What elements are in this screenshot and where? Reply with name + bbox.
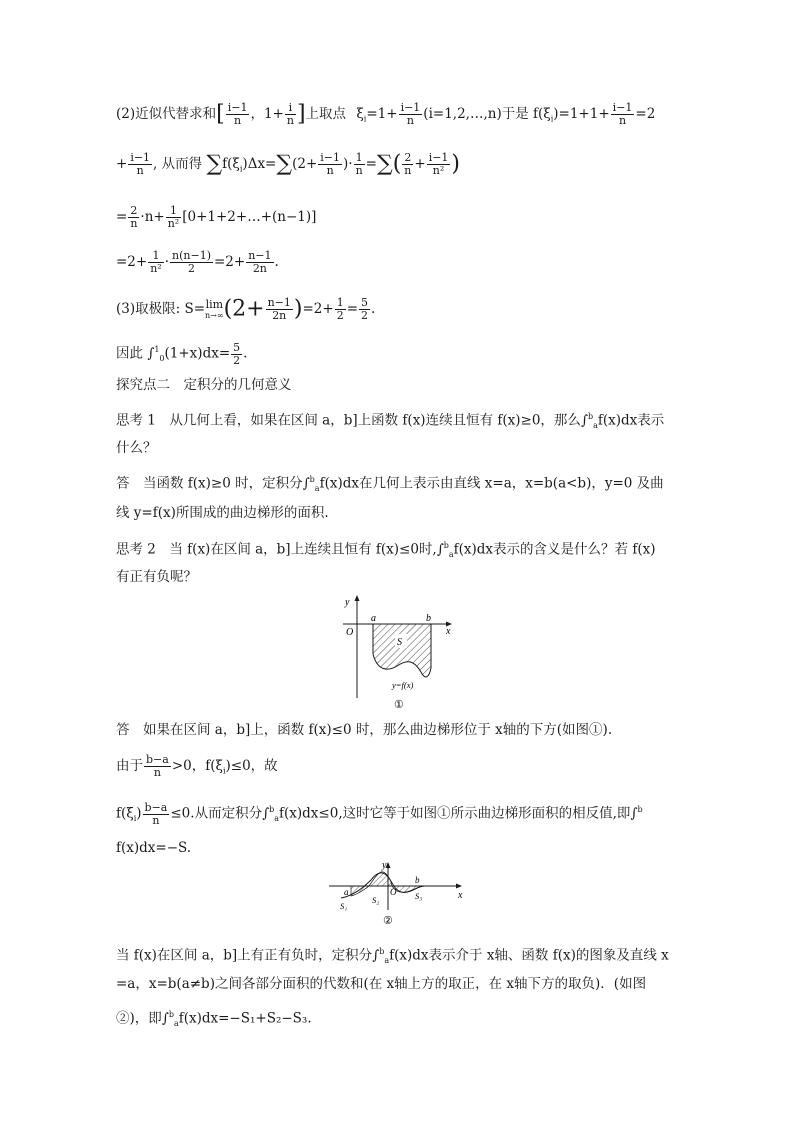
x-axis-arrow (456, 884, 462, 889)
answer3-line3: ②)，即∫$^b_a$f(x)dx=−S₁+S₂−S₃. (116, 1010, 312, 1029)
fraction: $\frac{2}{n}$ (404, 151, 412, 177)
step2-line3: = $\frac{2}{n}$ ·n+ $\frac{1}{\text{n²}}$ [0+1+2+…+(n−1)] (116, 204, 317, 230)
figure-caption: ② (383, 915, 393, 927)
step2-line1: (2)近似代替求和[ $\frac{i-1}{n}$ ，1+ $\frac{i}{n}$ ]上取点 $\xi_i=1+$ $\frac{i-1}{n}$ (i=1,2,…,n)于是 $f(\xi_i)=1+1+$ $\frac{i-1}{n}$ =2 (116, 101, 656, 127)
fraction: $\frac{i-1}{n}$ (227, 101, 248, 127)
fraction: $\frac{1}{2}$ (336, 296, 344, 322)
answer3-line1: 当 f(x)在区间 a，b]上有正有负时，定积分∫$^b_a$f(x)dx表示介于 x轴、函数 f(x)的图象及直线 x (116, 947, 669, 966)
a-label: a (344, 887, 349, 897)
sum-symbol: ∑ (376, 151, 393, 177)
s2-label: S₂ (372, 895, 380, 905)
region-s1 (351, 886, 369, 896)
fraction: $\frac{i-1}{\text{n²}}$ (428, 151, 449, 177)
y-axis-arrow (355, 595, 360, 601)
b-label: b (415, 875, 420, 885)
fraction: $\frac{5}{2}$ (361, 296, 369, 322)
fraction: $\frac{i-1}{n}$ (130, 151, 151, 177)
fraction: $\frac{b-a}{n}$ (144, 800, 168, 827)
fraction: $\frac{5}{2}$ (233, 340, 241, 367)
a-label: a (371, 613, 376, 624)
fraction: $\frac{1}{n}$ (355, 151, 363, 177)
y-label: y (345, 597, 350, 608)
bracket-close: ] (296, 101, 306, 127)
figure-caption: ① (394, 699, 404, 711)
fraction: $\frac{i-1}{n}$ (320, 151, 340, 177)
limit: lim n→∞ (205, 297, 224, 320)
step3-line: (3)取极限: S= lim n→∞ (2+ $\frac{n-1}{2n}$ )=2+ $\frac{1}{2}$ = $\frac{5}{2}$ . (116, 296, 376, 322)
y-label: y (382, 860, 387, 871)
origin-label: O (346, 627, 354, 638)
sum-symbol: ∑ (276, 151, 293, 177)
answer2-line4: f(x)dx=−S. (116, 840, 192, 856)
s3-label: S₃ (415, 891, 423, 901)
think2-line2: 有正有负呢？ (116, 569, 197, 585)
fraction: $\frac{n-1}{2n}$ (248, 249, 272, 275)
b-label: b (426, 613, 431, 624)
fraction: $\frac{1}{\text{n²}}$ (150, 249, 162, 275)
sum-symbol: ∑ (206, 151, 223, 177)
fraction: $\frac{i-1}{n}$ (612, 101, 633, 127)
section-heading: 探究点二 定积分的几何意义 (116, 377, 292, 393)
step2-line4: =2+ $\frac{1}{\text{n²}}$ · $\frac{n(n-1)}{2}$ =2+ $\frac{n-1}{2n}$ . (116, 249, 279, 275)
think1-line2: 什么？ (116, 440, 157, 456)
answer1-line1: 答 当函数 f(x)≥0 时，定积分∫$^b_a$f(x)dx在几何上表示由直线 x=a，x=b(a<b)，y=0 及曲 (116, 475, 664, 494)
answer1-line2: 线 y=f(x)所围成的曲边梯形的面积. (116, 505, 329, 521)
x-label: x (458, 890, 463, 901)
s1-label: S₁ (340, 901, 348, 911)
step2-text: (2)近似代替求和 (116, 106, 217, 122)
answer2-line2: 由于 $\frac{b-a}{n}$ >0，$f(\xi_i)\le 0$，故 (116, 753, 278, 779)
step2-line2: + $\frac{i-1}{n}$ , 从而得 $\sum f(\xi_i)\Delta x=\sum(2+$ $\frac{i-1}{n}$ )· $\frac{1}{n}$ =∑( $\frac{2}{n}$ + $\frac{i-1}{\text{n²}}$ ) (116, 151, 461, 177)
figure-1 (335, 592, 465, 712)
fraction: $\frac{n(n-1)}{2}$ (172, 249, 211, 275)
curve-label: y=f(x) (392, 680, 414, 690)
fraction: $\frac{i-1}{n}$ (400, 101, 421, 127)
fraction: $\frac{b-a}{n}$ (146, 753, 169, 779)
fraction: $\frac{i}{n}$ (286, 101, 294, 127)
x-label: x (446, 626, 451, 637)
think1-line1: 思考 1 从几何上看，如果在区间 a，b]上函数 f(x)连续且恒有 f(x)≥0，那么∫$^b_a$f(x)dx表示 (116, 412, 665, 431)
fraction: $\frac{1}{\text{n²}}$ (167, 204, 180, 230)
answer2-line1: 答 如果在区间 a，b]上，函数 f(x)≤0 时，那么曲边梯形位于 x轴的下方(如图①). (116, 722, 613, 738)
origin-label: O (390, 887, 397, 897)
conclusion-line: 因此 ∫$^1_0$(1+x)dx= $\frac{5}{2}$ . (116, 340, 248, 367)
figure-2 (325, 858, 470, 930)
bracket-open: [ (216, 101, 225, 127)
answer2-line3: $f(\xi_i)$ $\frac{b-a}{n}$ ≤0.从而定积分∫$^b_a$f(x)dx≤0,这时它等于如图①所示曲边梯形面积的相反值,即∫$^b$ (116, 800, 643, 827)
answer3-line2: =a，x=b(a≠b)之间各部分面积的代数和(在 x轴上方的取正，在 x轴下方的取负)．(如图 (116, 976, 647, 992)
fraction: $\frac{n-1}{2n}$ (267, 296, 291, 322)
s-label: S (397, 637, 402, 648)
shaded-region (373, 624, 431, 677)
think2-line1: 思考 2 当 f(x)在区间 a，b]上连续且恒有 f(x)≤0时,∫$^b_a$f(x)dx表示的含义是什么？若 f(x) (116, 541, 656, 560)
fraction: $\frac{2}{n}$ (130, 204, 138, 230)
